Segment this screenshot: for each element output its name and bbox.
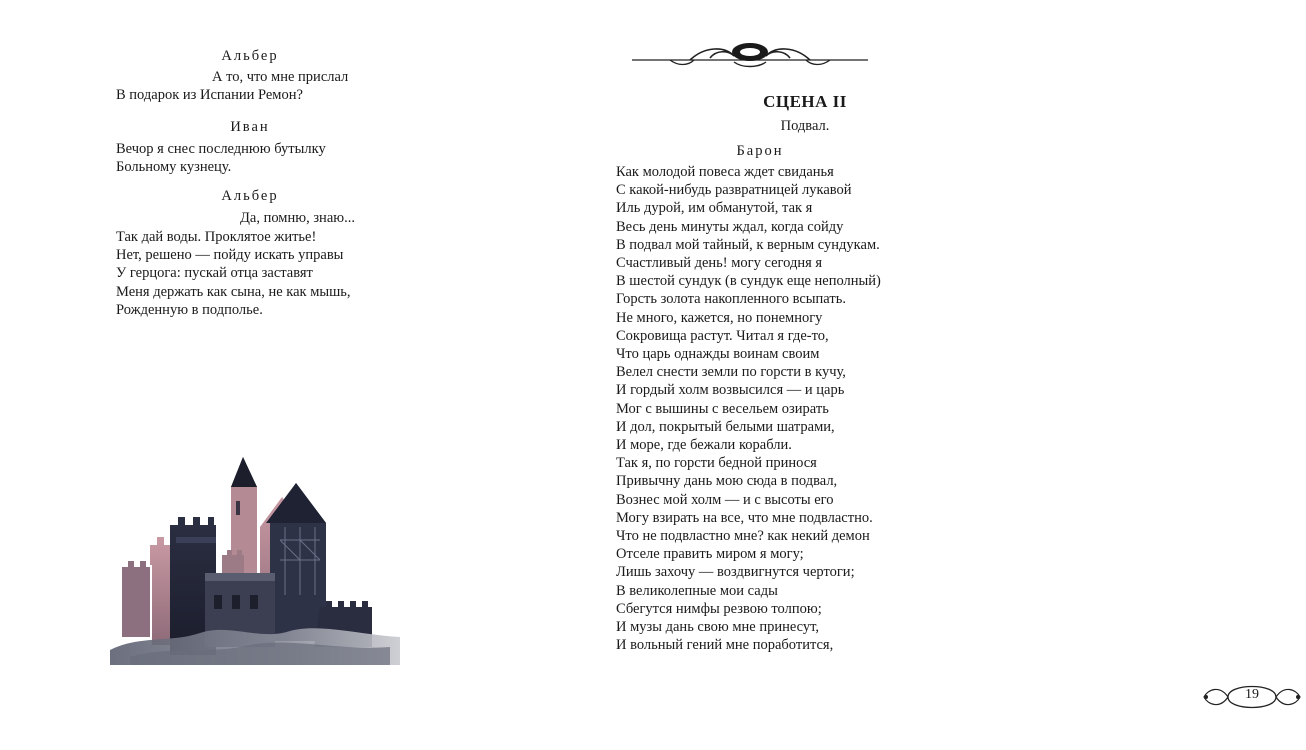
verse-line: Горсть золота накопленного всыпать. [616,291,846,308]
verse-line: Вечор я снес последнюю бутылку [116,141,326,157]
verse-line: В шестой сундук (в сундук еще неполный) [616,273,881,290]
verse-line: Да, помню, знаю... [240,210,355,226]
ornament-divider-icon [630,38,870,74]
verse-line: Иль дурой, им обманутой, так я [616,200,813,217]
verse-line: И дол, покрытый белыми шатрами, [616,418,835,435]
verse-line: В подарок из Испании Ремон? [116,87,303,103]
verse-line: Меня держать как сына, не как мышь, [116,283,351,300]
verse-line: Счастливый день! могу сегодня я [616,255,823,272]
scene-place: Подвал. [780,118,830,134]
verse-block [616,163,881,654]
castle-illustration [110,445,400,665]
verse-block [116,140,326,176]
page-number-frame [1198,675,1306,719]
verse-line: У герцога: пускай отца заставят [116,265,313,282]
verse-block [116,228,351,319]
verse-line: Отселе править миром я могу; [616,546,804,563]
page-number: 19 [1245,687,1259,702]
verse-line: Мог с вышины с весельем озирать [616,400,829,417]
scene-title: СЦЕНА II [763,92,847,111]
verse-line: Сбегутся нимфы резвою толпою; [616,600,822,617]
speaker-name: Барон [736,143,784,159]
verse-line: И гордый холм возвысился — и царь [616,382,845,399]
verse-line: Что царь однажды воинам своим [616,346,820,363]
right-page [500,0,1259,750]
verse-line: В великолепные мои сады [616,582,778,599]
verse-line: Не много, кажется, но понемногу [616,309,823,326]
verse-line: Могу взирать на все, что мне подвластно. [616,509,873,526]
verse-line: Вознес мой холм — и с высоты его [616,491,834,508]
verse-line: Что не подвластно мне? как некий демон [616,528,870,545]
verse-line: Так дай воды. Проклятое житье! [116,229,317,245]
verse-line: И море, где бежали корабли. [616,437,792,454]
verse-line: Весь день минуты ждал, когда сойду [616,218,844,235]
verse-line: И музы дань свою мне принесут, [616,619,820,636]
verse-line: Велел снести земли по горсти в кучу, [616,364,846,381]
verse-line: Больному кузнецу. [116,159,232,176]
verse-line: Привычну дань мою сюда в подвал, [616,473,838,490]
speaker-name: Альбер [221,48,279,64]
verse-line: В подвал мой тайный, к верным сундукам. [616,236,880,253]
verse-line: Лишь захочу — воздвигнутся чертоги; [616,564,855,581]
speaker-name: Иван [230,119,270,135]
verse-line: С какой-нибудь развратницей лукавой [616,182,852,199]
verse-line: Сокровища растут. Читал я где-то, [616,327,829,344]
speaker-name: Альбер [221,188,279,204]
verse-line: Рожденную в подполье. [116,301,263,318]
verse-line: Как молодой повеса ждет свиданья [616,164,834,180]
verse-line: А то, что мне прислал [212,69,349,85]
verse-line: И вольный гений мне поработится, [616,637,834,654]
verse-line: Нет, решено — пойду искать управы [116,247,344,264]
verse-line: Так я, по горсти бедной принося [616,455,817,472]
left-page [0,0,500,750]
